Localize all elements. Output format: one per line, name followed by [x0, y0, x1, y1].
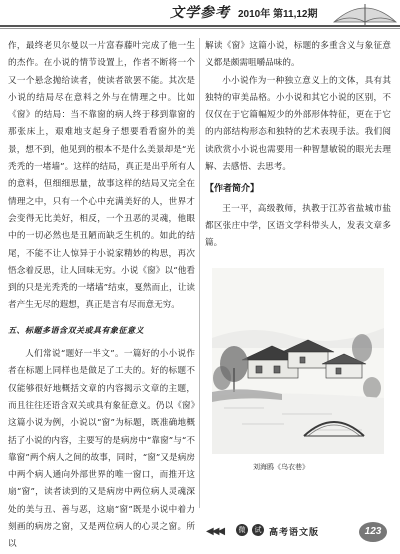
triple-arrow-icon: ◀◀◀	[206, 526, 224, 537]
header-rule-thin	[0, 28, 400, 29]
left-column	[8, 38, 195, 554]
author-bio: 王一平，高级教师，执教于江苏省盐城市盐都区张庄中学，区语文学科带头人，发表文章多篇。	[205, 203, 391, 249]
figure-caption: 刘海鸥《乌衣巷》	[253, 463, 309, 471]
badge-circle: 试	[252, 524, 264, 536]
body-paragraph: 解读《窗》这篇小说，标题的多重含义与象征意义都是颇需咀嚼品味的。	[205, 41, 391, 69]
issue-label: 2010年 第11,12期	[238, 9, 318, 20]
column-divider	[199, 38, 200, 508]
page-header	[0, 0, 400, 30]
page-number: 123	[359, 522, 387, 542]
section-heading: 五、标题多语含双关或具有象征意义	[8, 325, 144, 335]
ink-painting-illustration	[212, 268, 384, 454]
badge-circle: 微	[236, 524, 248, 536]
footer-edition-label: 高考语文版	[269, 528, 320, 538]
page-footer	[200, 522, 400, 546]
right-column	[205, 38, 391, 286]
magazine-brand: 文学参考	[170, 4, 230, 20]
body-paragraph: 人们常说“题好一半文”。一篇好的小小说作者在标题上同样也是做足了工夫的。好的标题不仅能够很好地概括文章的内容揭示文章的主题，而且往往还语含双关或具有象征意义。仍以《窗》这篇小说为例，小说以“窗”为标题，既准确地概括了小说的内容，主要写的是病房中“靠窗”与“不靠窗”两个病人之间的故事，同时，“窗”又是病房中两个病人通向外部世界的唯一窗口，而推开这扇“窗”，读者读到的又是病房中两位病人灵魂深处的美与丑、善与恶，这扇“窗”既是小说中着力刻画的病房之窗，又是两位病人的心灵之窗。所以	[8, 349, 195, 550]
author-intro-heading: 【作者简介】	[205, 184, 260, 195]
body-paragraph: 小小说作为一种独立意义上的文体，具有其独特的审美品格。小小说和其它小说的区别，不仅仅在于它篇幅短少的外部形体特征，更在于它的内部结构形态和独特的艺术表现手法。我们阅读欣赏小小说也需要用一种智慧敏锐的眼光去理解、去感悟、去思考。	[205, 75, 391, 173]
header-rule	[0, 25, 400, 27]
umbrella-icon	[330, 0, 400, 28]
body-paragraph: 作，最终老贝尔曼以一片富春藤叶完成了他一生的杰作。在小说的情节设置上，作者不断将一个又一个悬念抛给读者，使读者欲罢不能。其次是小说的结局尽在意料之外与在情理之中。比如《窗》的结局：当不靠窗的病人终于移到靠窗的那张床上，艰难地支起身子想要看看窗外的美景，想不到，他见到的根本不是什么美景却是“光秃秃的一堵墙”。这样的结局，真正是出乎所有人的意料，但细细思量，故事这样的结局又完全在情理之中，只有一个心中充满美好的人，世界才会变得无比美好，相反，一个丑恶的灵魂，他眼中的一切必然也是丑陋而缺乏生机的。如此的结尾，不能不让人惊异于小说家精妙的构思，再次悟念着反思，让人回味无穷。小说《窗》以“他看到的只是光秃秃的一堵墙”结束，戛然而止，让读者产生无尽的遐想，真正是言有尽而意无穷。	[8, 41, 195, 311]
